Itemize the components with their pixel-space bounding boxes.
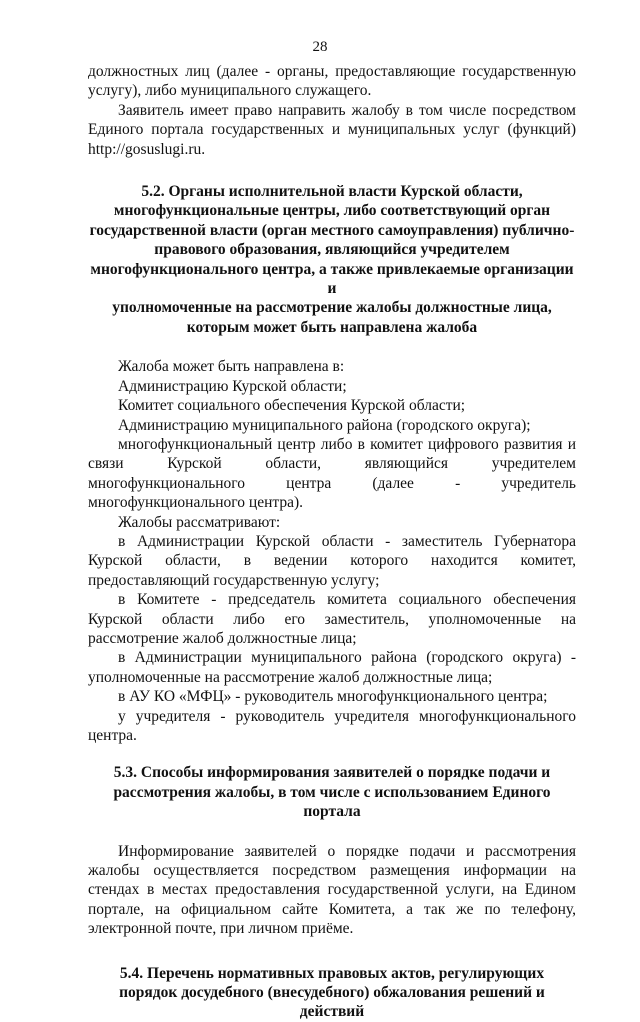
list-item: в АУ КО «МФЦ» - руководитель многофункционального центра;: [118, 688, 548, 706]
list-item: Комитет социального обеспечения Курской области;: [118, 397, 466, 415]
section-5-2-heading: [88, 182, 576, 337]
list-item: Администрацию Курской области;: [118, 377, 347, 395]
section-5-4-heading: [88, 964, 576, 1022]
heading-line: многофункционального центра, а также привлекаемые организации и: [90, 260, 574, 298]
list-item: в Комитете - председатель комитета социального обеспечения Курской области либо его заместитель, уполномоченные на рассмотрение жалоб должностные лица;: [88, 591, 576, 647]
heading-line: 5.4. Перечень нормативных правовых актов, регулирующих: [119, 964, 545, 982]
page-number: 28: [312, 39, 328, 55]
paragraph-right-to-complain: Заявитель имеет право направить жалобу в том числе посредством Единого портала государственных и муниципальных услуг (функций) http://gosuslugi.ru.: [88, 101, 576, 158]
heading-line: 5.3. Способы информирования заявителей о порядке подачи и: [113, 764, 551, 782]
paragraph-informing: Информирование заявителей о порядке подачи и рассмотрения жалобы осуществляется посредством размещения информации на стендах в местах предоставления государственной услуги, на Едином портале, на официальном сайте Комитета, а так же по телефону, электронной почте, при личном приёме.: [88, 842, 576, 938]
paragraph-officials: должностных лиц (далее - органы, предоставляющие государственную услугу), либо муниципального служащего.: [88, 63, 576, 100]
heading-line: уполномоченные на рассмотрение жалобы должностные лица,: [112, 299, 552, 317]
section-5-3-heading: [88, 763, 576, 821]
heading-line: которым может быть направлена жалоба: [186, 318, 478, 336]
list-item: в Администрации муниципального района (городского округа) - уполномоченные на рассмотрение жалоб должностные лица;: [88, 649, 576, 686]
heading-line: многофункциональные центры, либо соответствующий орган: [113, 202, 551, 220]
heading-line: правового образования, являющийся учредителем: [154, 241, 510, 259]
list-item: многофункциональный центр либо в комитет цифрового развития и связи Курской области, являющийся учредителем многофункционального центра (далее - учредитель многофункционального центра).: [88, 435, 576, 512]
list-item: Администрацию муниципального района (городского округа);: [118, 416, 531, 434]
heading-line: 5.2. Органы исполнительной власти Курской области,: [141, 183, 523, 201]
document-body: [88, 62, 576, 1022]
heading-line: порядок досудебного (внесудебного) обжалования решений и действий: [119, 984, 545, 1021]
heading-line: государственной власти (орган местного самоуправления) публично-: [89, 221, 575, 239]
paragraph-reviewers: Жалобы рассматривают:: [118, 513, 281, 531]
heading-line: рассмотрения жалобы, в том числе с использованием Единого портала: [113, 783, 551, 821]
paragraph-complaint-may-be-sent: Жалоба может быть направлена в:: [118, 358, 345, 376]
list-item: у учредителя - руководитель учредителя многофункционального центра.: [88, 707, 576, 744]
list-item: в Администрации Курской области - заместитель Губернатора Курской области, в ведении которого находится комитет, предоставляющий государственную услугу;: [88, 532, 576, 589]
